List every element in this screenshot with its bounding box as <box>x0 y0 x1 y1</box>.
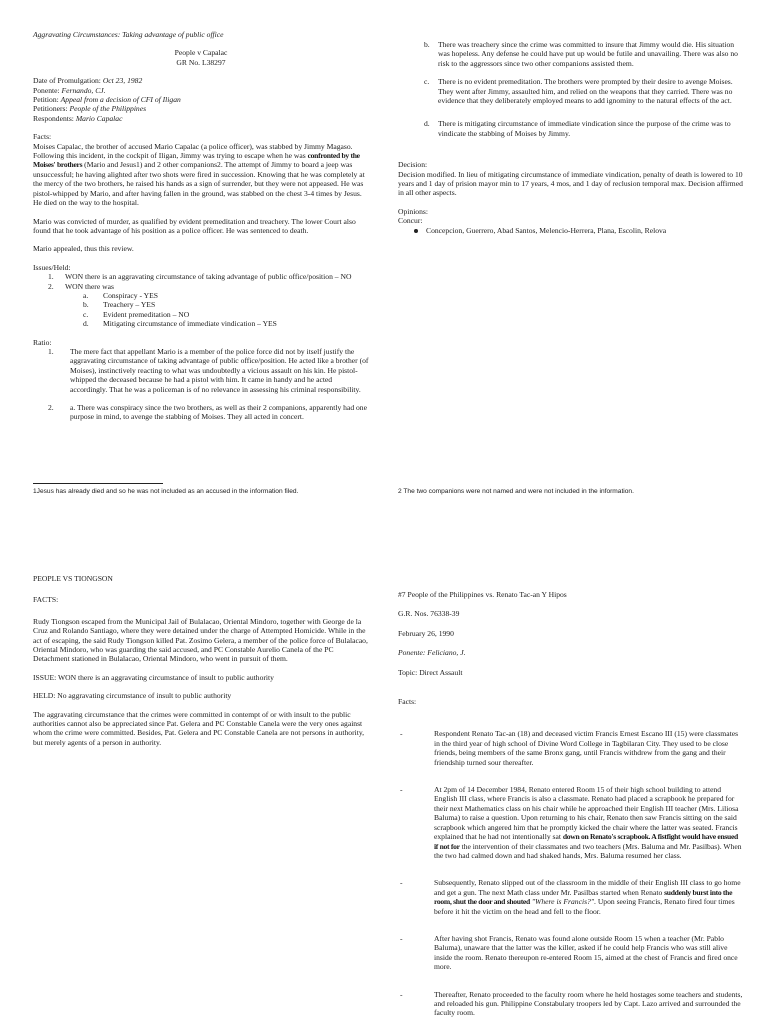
tiongson-title: PEOPLE VS TIONGSON <box>33 574 113 583</box>
issue-2c: c. Evident premeditation – NO <box>83 309 190 319</box>
tiongson-held: HELD: No aggravating circumstance of insult to public authority <box>33 691 232 701</box>
tac-an-date: February 26, 1990 <box>398 628 454 638</box>
tiongson-column <box>33 574 369 747</box>
tac-an-fact-2: - At 2pm of 14 December 1984, Renato entered Room 15 of their high school building to attend English III class, where Francis is also a classmate. Renato had placed a scrapbook he prepared for their next Mathematics class on his chair while he approached their English III teacher (Mrs. Liliosa Baluma) to raise a question. Upon returning to his chair, Renato then saw Francis sitting on the said scrapbook which angered him that he promptly kicked the chair where the latter was seated. Francis explained that he had not intentionally sat down on Renato's scrapbook. A fistfight would have ensued if not for the intervention of their classmates and two teachers (Mrs. Baluma and Mr. Pasilbas). When the two had calmed down and had shaked hands, Mrs. Baluma resumed her class. <box>400 785 742 860</box>
respondents: Respondents: Mario Capalac <box>33 113 123 123</box>
tac-an-fact-4: - After having shot Francis, Renato was found alone outside Room 15 when a teacher (Mr. Pablo Baluma), unaware that the latter was the killer, asked if he could help Francis who was still alive inside the room. Renato thereupon re-entered Room 15, aimed at the chest of Francis and fired once more. <box>400 933 738 972</box>
tiongson-ratio: The aggravating circumstance that the crimes were committed in contempt of or with insult to the public authorities cannot also be appreciated since Pat. Gelera and PC Constable Canela were the very ones against whom the crime were committed. Besides, Pat. Gelera and PC Constable Canela are not persons in authority, but merely agents of a person in authority. <box>33 709 365 747</box>
case-title: People v Capalac <box>174 48 228 58</box>
ratio-label: Ratio: <box>33 337 52 347</box>
issue-2b: b. Treachery – YES <box>83 300 156 310</box>
decision-label: Decision: <box>398 160 428 170</box>
issue-2a: a. Conspiracy - YES <box>83 290 158 300</box>
facts-paragraph-2: Mario was convicted of murder, as qualified by evident premeditation and treachery. The lower Court also found that he took advantage of his position as a police officer. He was sentenced to death. <box>33 216 356 235</box>
ratio-2b: b. There was treachery since the crime was committed to insure that Jimmy would die. His situation was hopeless. Any defense he could have put up would be futile and unavailing. There was also no risk to the aggressors since two other companions assisted them. <box>424 40 738 68</box>
tac-an-fact-5: - Thereafter, Renato proceeded to the faculty room where he held hostages some teachers and students, and reloaded his gun. Philippine Constabulary troopers led by Capt. Lazo arrived and surrounded the faculty room. <box>400 989 743 1018</box>
petitioners: Petitioners: People of the Philippines <box>33 104 147 114</box>
footnote-separator <box>33 483 163 484</box>
concur-label: Concur: <box>398 216 423 226</box>
ratio-1: 1. The mere fact that appellant Mario is a member of the police force did not by itself justify the aggravating circumstance of taking advantage of public office/position. He acted like a brother (of Moises), instinctively reacting to what was undoubtedly a vicious assault on his kin. He pistol-whipped the deceased because he had a pistol with him. It came in handy and he acted accordingly. That he was a policeman is of no relevance in assessing his criminal responsibility. <box>48 346 369 394</box>
ponente: Ponente: Fernando, CJ. <box>33 85 106 95</box>
date-of-promulgation: Date of Promulgation: Oct 23, 1982 <box>33 76 143 86</box>
issues-label: Issues/Held: <box>33 262 71 272</box>
tac-an-fact-1: - Respondent Renato Tac-an (18) and deceased victim Francis Ernest Escano III (15) were classmates in the third year of high school of Divine Word College in Tagbilaran City. They used to be close friends, being members of the same Bronx gang, until Francis withdrew from the gang and their friendship turned sour thereafter. <box>400 729 739 767</box>
footnote-1: 1Jesus has already died and so he was not included as an accused in the information filed. <box>33 488 299 495</box>
tac-an-topic: Topic: Direct Assault <box>398 667 463 677</box>
tac-an-fact-3: - Subsequently, Renato slipped out of the classroom in the middle of their English III class to go home and get a gun. The next Math class under Mr. Pasilbas started when Renato suddenly burst into the room, shut the door and shouted "Where is Francis?". Upon seeing Francis, Renato fired four times before it hit the victim on the head and fell to the floor. <box>400 878 741 916</box>
tac-an-title: #7 People of the Philippines vs. Renato Tac-an Y Hipos <box>398 590 567 599</box>
ratio-2a: 2. a. There was conspiracy since the two brothers, as well as their 2 companions, apparently had one purpose in mind, to avenge the stabbing of Moises. They all acted in concert. <box>48 403 367 422</box>
ratio-2c: c. There is no evident premeditation. The brothers were prompted by their desire to avenge Moises. They went after Jimmy, assaulted him, and relied on the weapons that they carried. There was no evidence that they deliberately employed means to add ignominy to the natural effects of the act. <box>424 77 733 106</box>
tac-an-ponente: Ponente: Feliciano, J. <box>398 648 466 658</box>
capalac-right-column <box>398 40 743 235</box>
tiongson-facts: Rudy Tiongson escaped from the Municipal Jail of Bulalacao, Oriental Mindoro, together with George de la Cruz and Rolando Santiago, where they were detained under the charge of Attempted Homicide. While in the act of escaping, the said Rudy Tiongson killed Pat. Zosimo Gelera, a member of the police force of Bulalacao, Oriental Mindoro, who was guarding the said accused, and PC Constable Aurelio Canela of the PC Detachment stationed in Bulalacao, Oriental Mindoro, who went in pursuit of them. <box>33 616 368 664</box>
concur-list-item: Concepcion, Guerrero, Abad Santos, Melencio-Herrera, Plana, Escolin, Relova <box>398 226 743 235</box>
tac-an-facts-label: Facts: <box>398 697 417 707</box>
opinions-label: Opinions: <box>398 206 428 216</box>
tac-an-column <box>398 590 743 1036</box>
issue-1: 1. WON there is an aggravating circumstance of taking advantage of public office/position – NO <box>48 272 352 282</box>
footnote-2: 2 The two companions were not named and were not included in the information. <box>398 488 634 495</box>
bullet-dot-icon <box>414 229 418 233</box>
decision-text: Decision modified. In lieu of mitigating circumstance of immediate vindication, penalty of death is lowered to 10 years and 1 day of prision mayor min to 17 years, 4 mos, and 1 day of reclusion temporal max. Decision affirmed in all other aspects. <box>398 169 743 198</box>
facts-paragraph-1: Moises Capalac, the brother of accused Mario Capalac (a police officer), was stabbed by Jimmy Magaso. Following this incident, in the cockpit of Iligan, Jimmy was trying to escape when he was confronted by the Moises' brothers (Mario and Jesus1) and 2 other companions2. The attempt of Jimmy to board a jeep was unsuccessful; he having alighted after two shots were fired in succession. Knowing that he was completely at the mercy of the two brothers, he raised his hands as a sign of surrender, but they were not appeased. He was pistol-whipped by Mario, and after having fallen in the ground, was stabbed on the chest 3-4 times by Jesus. He died on the way to the hospital. <box>33 141 365 208</box>
capalac-left-column <box>33 30 369 422</box>
petition: Petition: Appeal from a decision of CFI of Iligan <box>33 95 181 105</box>
tac-an-gr-number: G.R. Nos. 76338-39 <box>398 609 460 619</box>
facts-paragraph-3: Mario appealed, thus this review. <box>33 244 134 254</box>
case-gr-number: GR No. L38297 <box>176 57 226 67</box>
facts-label: Facts: <box>33 132 52 142</box>
issue-2d: d. Mitigating circumstance of immediate vindication – YES <box>83 319 277 329</box>
topic-heading: Aggravating Circumstances: Taking advantage of public office <box>33 30 224 39</box>
tiongson-issue: ISSUE: WON there is an aggravating circumstance of insult to public authority <box>33 672 274 682</box>
ratio-2d: d. There is mitigating circumstance of immediate vindication since the purpose of the crime was to vindicate the stabbing of Moises by Jimmy. <box>424 119 731 138</box>
issue-2: 2. WON there was <box>48 281 114 291</box>
tiongson-facts-label: FACTS: <box>33 595 59 605</box>
